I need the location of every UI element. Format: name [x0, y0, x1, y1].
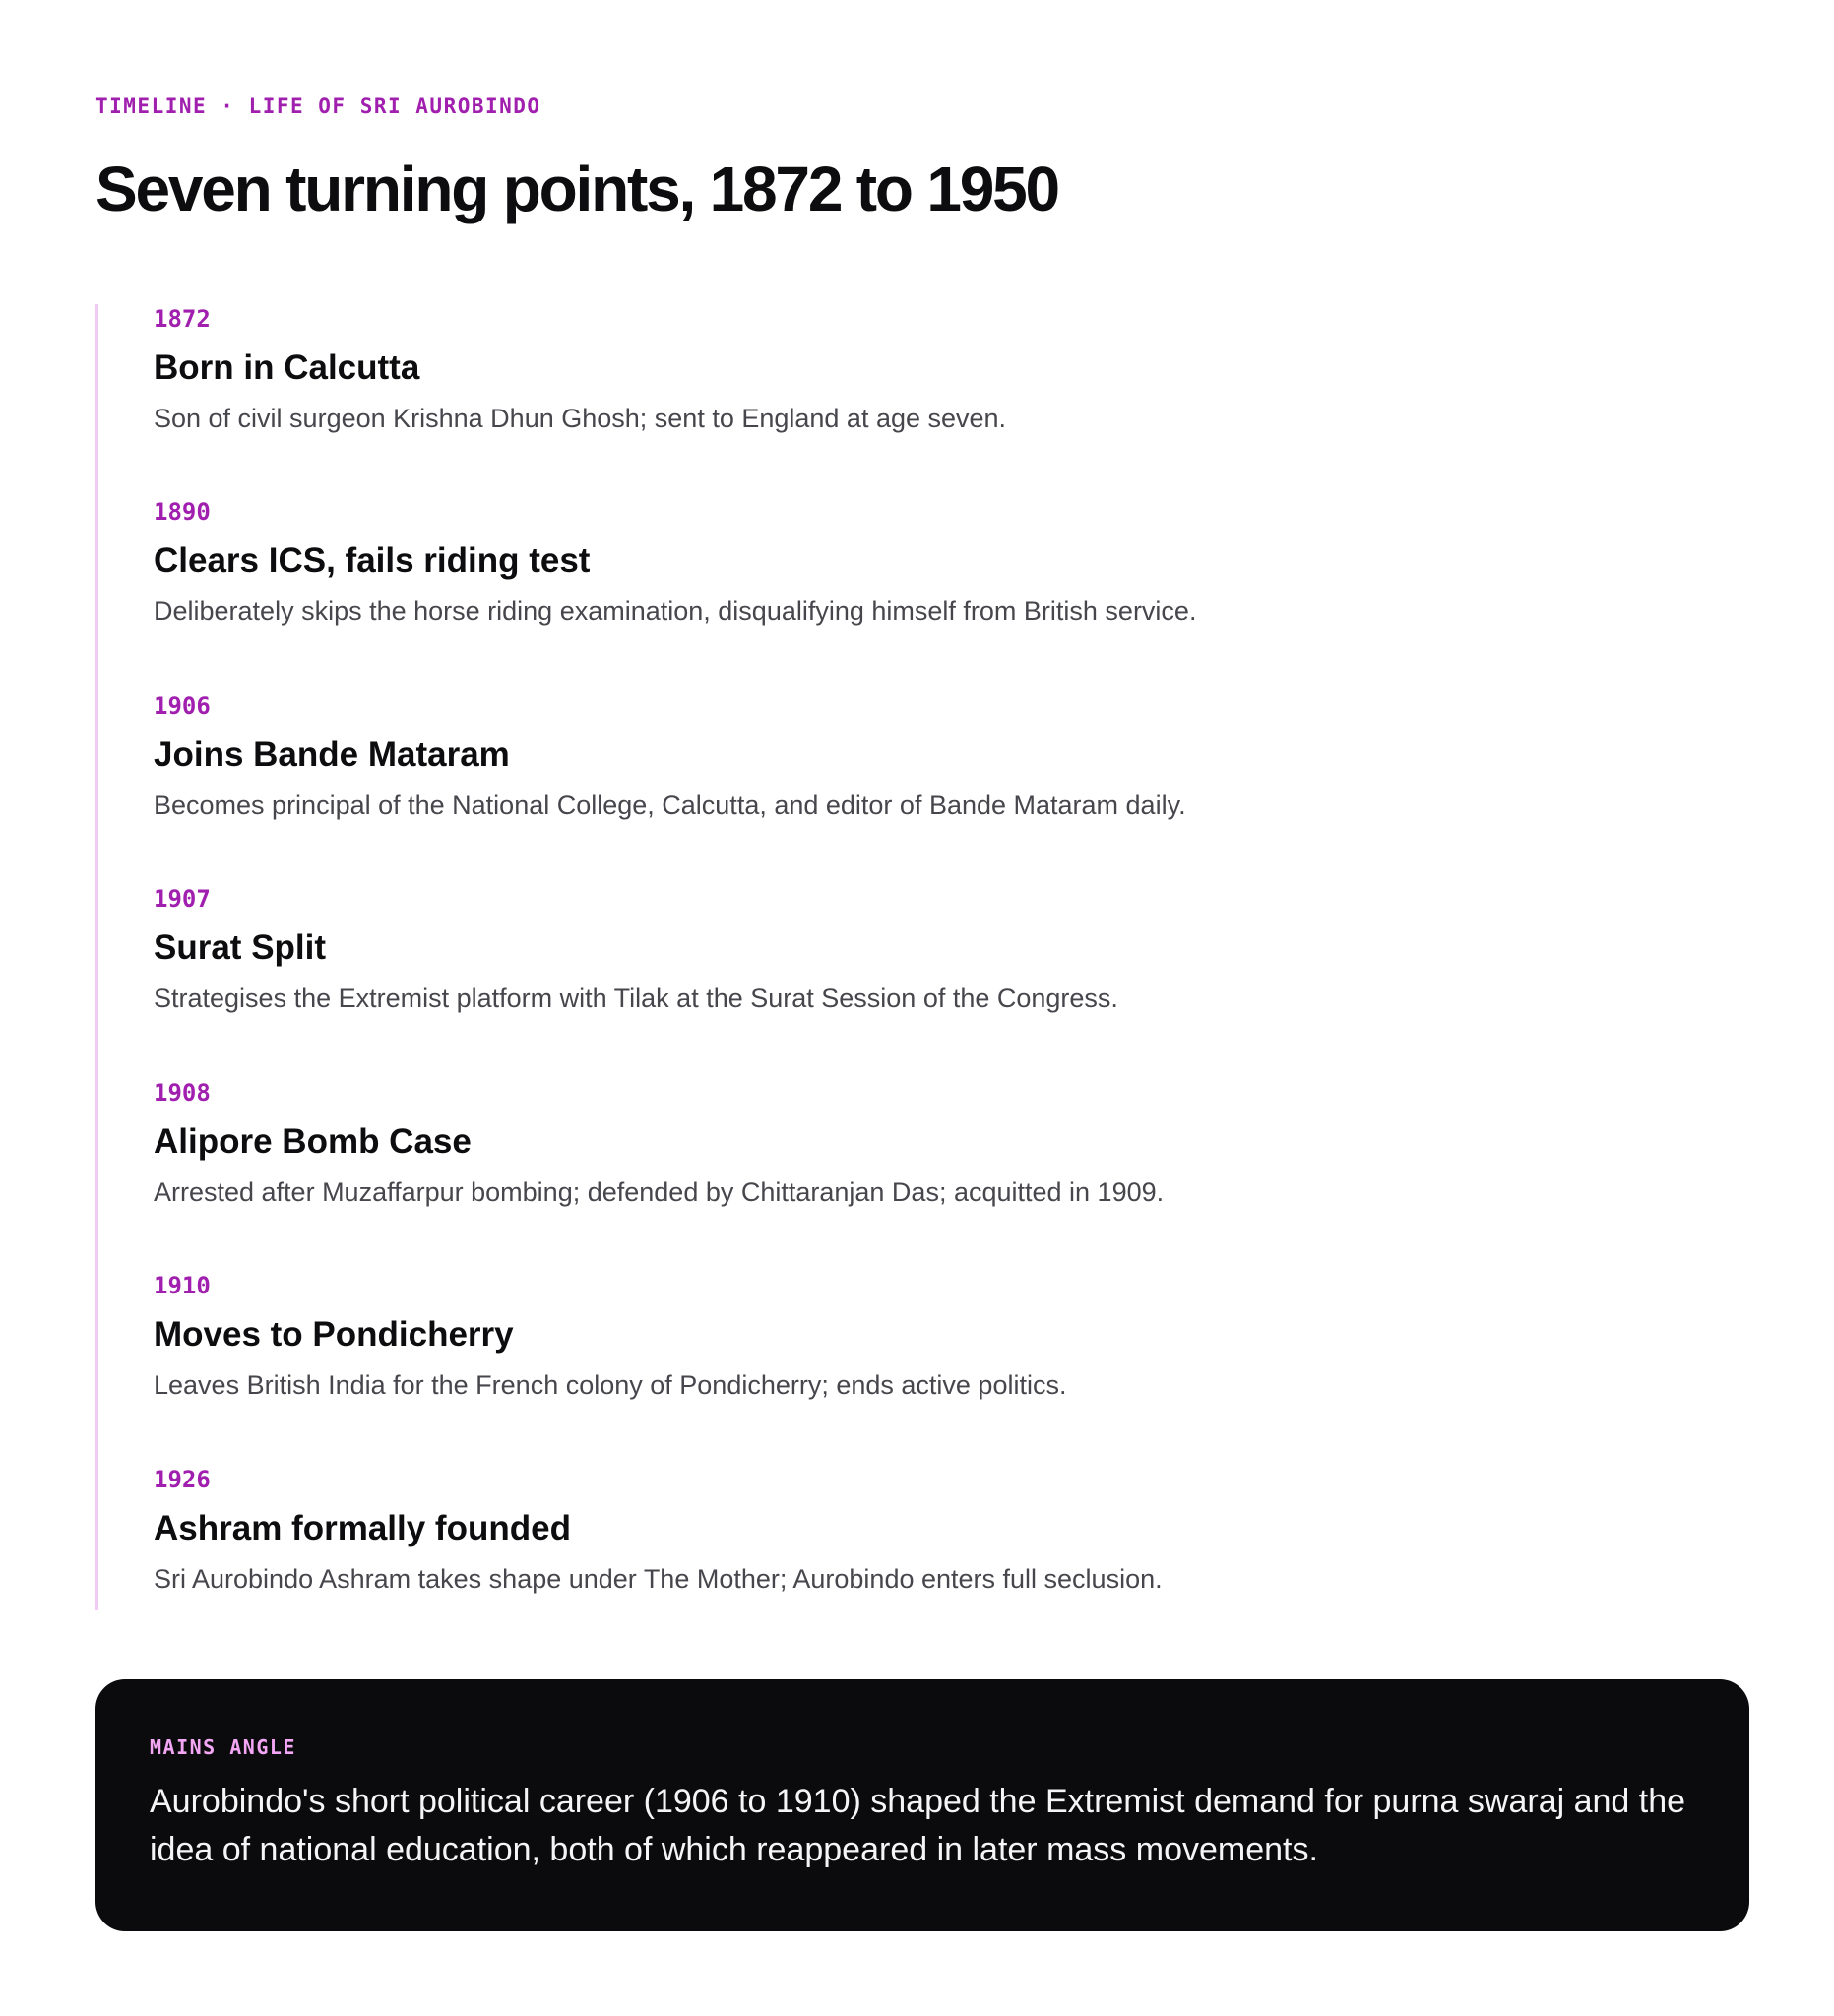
event-title: Born in Calcutta	[154, 348, 420, 387]
timeline-event-1908	[154, 1078, 1630, 1210]
event-title: Joins Bande Mataram	[154, 735, 510, 774]
event-description: Leaves British India for the French colony of Pondicherry; ends active politics.	[154, 1370, 1067, 1400]
event-description: Deliberately skips the horse riding examination, disqualifying himself from British service.	[154, 597, 1197, 626]
timeline	[95, 304, 1674, 1610]
event-year: 1926	[154, 1466, 211, 1493]
timeline-event-1910	[154, 1271, 1630, 1403]
timeline-event-1926	[154, 1465, 1630, 1597]
eyebrow-label: TIMELINE · LIFE OF SRI AUROBINDO	[95, 94, 541, 118]
event-year: 1906	[154, 692, 211, 720]
timeline-event-1872	[154, 304, 1630, 436]
event-year: 1872	[154, 305, 211, 333]
event-description: Strategises the Extremist platform with Tilak at the Surat Session of the Congress.	[154, 983, 1118, 1013]
event-description: Son of civil surgeon Krishna Dhun Ghosh; sent to England at age seven.	[154, 404, 1007, 433]
event-description: Becomes principal of the National College, Calcutta, and editor of Bande Mataram daily.	[154, 790, 1186, 820]
timeline-event-1890	[154, 497, 1630, 629]
event-title: Surat Split	[154, 928, 327, 967]
event-year: 1890	[154, 498, 211, 526]
event-year: 1907	[154, 885, 211, 913]
page-title: Seven turning points, 1872 to 1950	[95, 154, 1058, 224]
callout-text: Aurobindo's short political career (1906 to 1910) shaped the Extremist demand for purna swaraj and the idea of national education, both of which reappeared in later mass movements.	[150, 1783, 1686, 1868]
event-description: Sri Aurobindo Ashram takes shape under The Mother; Aurobindo enters full seclusion.	[154, 1564, 1163, 1594]
event-title: Alipore Bomb Case	[154, 1122, 472, 1161]
event-title: Ashram formally founded	[154, 1509, 571, 1547]
timeline-event-1906	[154, 691, 1630, 823]
event-description: Arrested after Muzaffarpur bombing; defended by Chittaranjan Das; acquitted in 1909.	[154, 1177, 1165, 1207]
timeline-event-1907	[154, 884, 1630, 1016]
event-title: Moves to Pondicherry	[154, 1315, 514, 1354]
event-year: 1910	[154, 1272, 211, 1299]
mains-angle-callout	[95, 1679, 1749, 1931]
event-year: 1908	[154, 1079, 211, 1106]
callout-label: MAINS ANGLE	[150, 1735, 296, 1759]
event-title: Clears ICS, fails riding test	[154, 541, 591, 580]
